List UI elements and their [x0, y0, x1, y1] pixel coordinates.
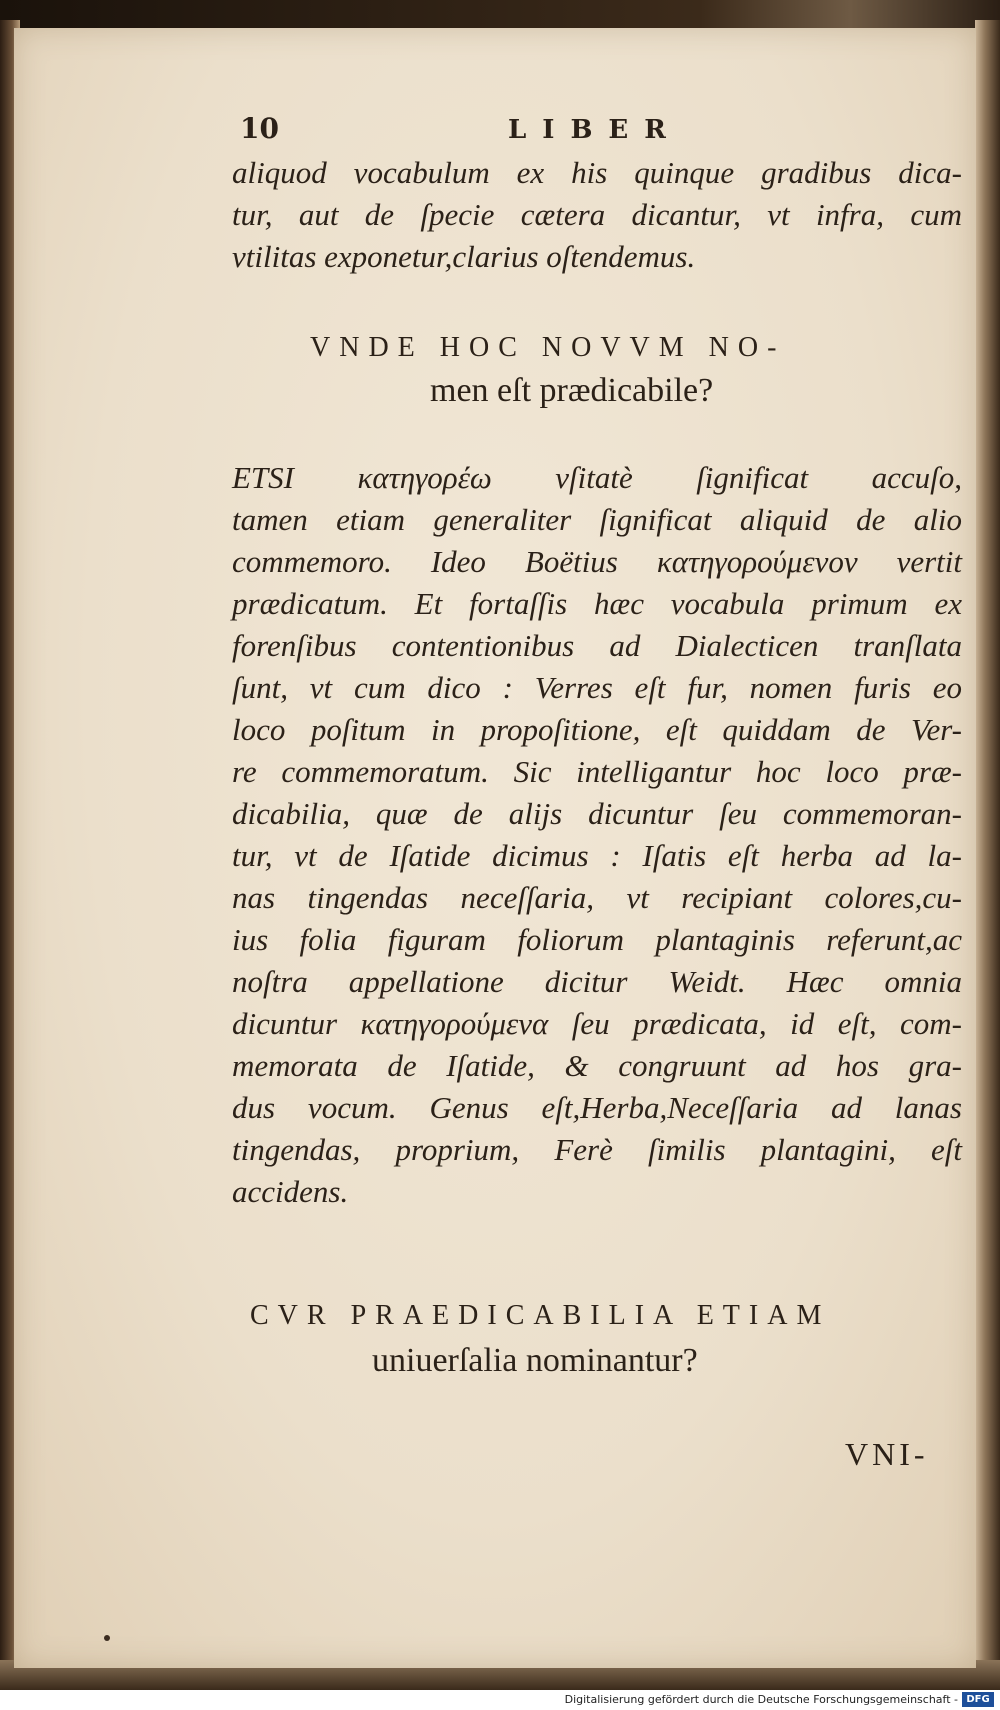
text-line: tur, vt de Iſatide dicimus : Iſatis eſt herba ad la- — [232, 838, 962, 873]
book-edge-right — [975, 20, 1000, 1685]
text-line: loco poſitum in propoſitione, eſt quiddam de Ver- — [232, 712, 962, 747]
text-line: commemoro. Ideo Boëtius κατηγορούμενον vertit — [232, 544, 962, 579]
running-title: LIBER — [508, 115, 682, 145]
text-line: dicabilia, quæ de alijs dicuntur ſeu commemoran- — [232, 796, 962, 831]
page-number: 10 — [240, 112, 279, 145]
paragraph-1 — [232, 152, 962, 278]
dfg-logo: DFG — [962, 1692, 994, 1707]
text-line: tamen etiam generaliter ſignificat aliquid de alio — [232, 502, 962, 537]
ink-speck — [104, 1635, 110, 1641]
text-line: accidens. — [232, 1174, 349, 1209]
section-heading-2-caps: CVR PRAEDICABILIA ETIAM — [250, 1300, 831, 1331]
text-line: memorata de Iſatide, & congruunt ad hos gra- — [232, 1048, 962, 1083]
footer-bar — [0, 1690, 1000, 1710]
catchword: VNI- — [845, 1436, 929, 1472]
text-line: forenſibus contentionibus ad Dialecticen tranſlata — [232, 628, 962, 663]
text-line: ſunt, vt cum dico : Verres eſt fur, nomen furis eo — [232, 670, 962, 705]
section-heading-1-roman: men eſt prædicabile? — [430, 372, 714, 409]
section-heading-2-roman: uniuerſalia nominantur? — [372, 1342, 698, 1379]
text-line: dus vocum. Genus eſt,Herba,Neceſſaria ad lanas — [232, 1090, 962, 1125]
book-edge-top — [0, 0, 1000, 30]
text-line: nas tingendas neceſſaria, vt recipiant colores,cu- — [232, 880, 962, 915]
text-line: dicuntur κατηγορούμενα ſeu prædicata, id eſt, com- — [232, 1006, 962, 1041]
text-line: aliquod vocabulum ex his quinque gradibus dica- — [232, 155, 962, 190]
text-line: tingendas, proprium, Ferè ſimilis plantagini, eſt — [232, 1132, 962, 1167]
paragraph-2 — [232, 457, 962, 1213]
footer-credit: Digitalisierung gefördert durch die Deutsche Forschungsgemeinschaft - — [564, 1693, 958, 1706]
text-line: ETSI κατηγορέω vſitatè ſignificat accuſo, — [232, 460, 962, 495]
text-line: noſtra appellatione dicitur Weidt. Hæc omnia — [232, 964, 962, 999]
text-line: ius folia figuram foliorum plantaginis referunt,ac — [232, 922, 962, 957]
text-line: prædicatum. Et fortaſſis hæc vocabula primum ex — [232, 586, 962, 621]
text-line: tur, aut de ſpecie cætera dicantur, vt infra, cum — [232, 197, 962, 232]
section-heading-1-caps: VNDE HOC NOVVM NO- — [310, 332, 786, 363]
text-line: re commemoratum. Sic intelligantur hoc loco præ- — [232, 754, 962, 789]
text-line: vtilitas exponetur,clarius oſtendemus. — [232, 239, 696, 274]
